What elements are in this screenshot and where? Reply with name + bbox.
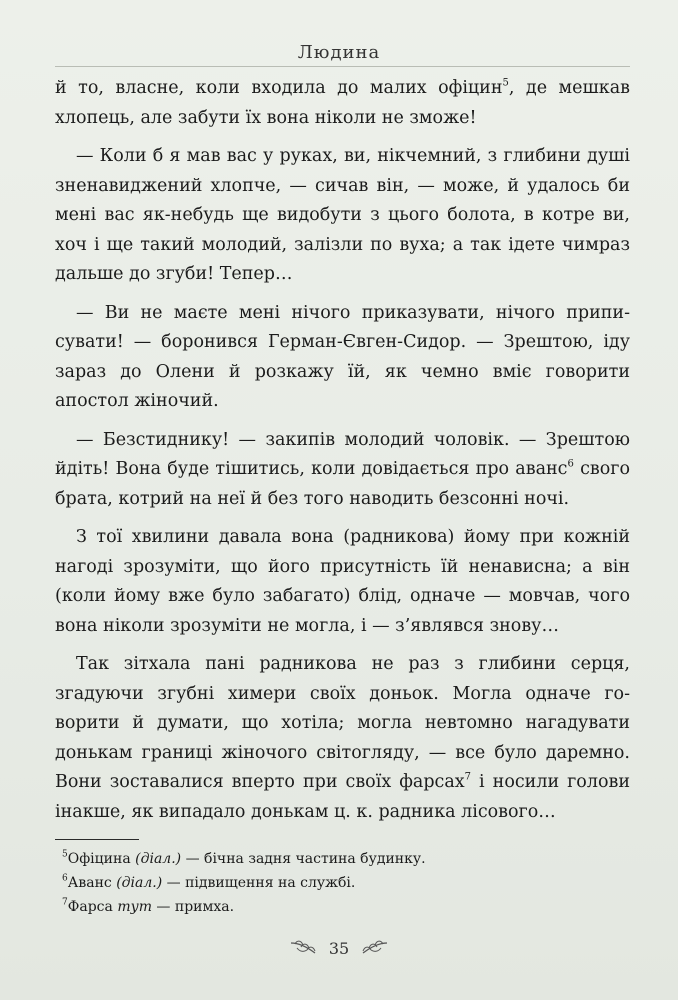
- footnote-term: Офіцина: [67, 851, 131, 867]
- footnote-text: — бічна задня частина будинку.: [181, 851, 426, 867]
- paragraph: [55, 74, 630, 133]
- footnote-number: 5: [62, 849, 68, 860]
- paragraph-text: й то, власне, коли входила до малих офіцин: [55, 78, 503, 98]
- footnote-rule: [55, 839, 139, 840]
- paragraph: [55, 299, 630, 417]
- paragraph: [55, 142, 630, 290]
- footnote-note: (діал.): [135, 851, 182, 867]
- paragraph: [55, 650, 630, 827]
- footnote: [62, 847, 622, 871]
- footnote-number: 6: [62, 873, 68, 884]
- paragraph-text: — Ви не маєте мені нічого приказувати, нічого приписувати! — боронився Герман-Євген-Сидор. — Зрештою, іду зараз до Олени й розкажу їй, як чемно вміє говорити апостол жіночий.: [55, 302, 630, 411]
- paragraph-text: і носили голови інакше, як випадало донькам ц. к. радника лісового…: [55, 772, 631, 822]
- paragraph-text: , де мешкав хлопець, але забути їх вона ніколи не зможе!: [55, 78, 631, 128]
- paragraph: [55, 523, 630, 641]
- paragraph-text: — Коли б я мав вас у руках, ви, нікчемний, з глибини душі зненавиджений хлопче, — сичав він, — може, й удалось би мені вас як-небудь ще видобути з цього болота, в котре ви, хоч і ще такий молодий, залізли по вуха; а так ідете чимраз дальше до згуби! Тепер…: [55, 146, 630, 284]
- leaf-ornament-icon: [289, 938, 323, 958]
- footnote-marker: 6: [567, 458, 574, 470]
- page-footer: [0, 936, 678, 960]
- leaf-ornament-icon: [355, 938, 389, 958]
- paragraph-text: — Безстиднику! — закипів молодий чоловік. — Зрештою йдіть! Вона буде тішитись, коли довідається про аванс: [55, 429, 630, 479]
- footnote: [62, 895, 622, 919]
- footnote: [62, 871, 622, 895]
- footnote-marker: 7: [464, 771, 472, 783]
- footnote-note: (діал.): [116, 875, 163, 891]
- footnote-text: — підвищення на службі.: [162, 875, 356, 891]
- footnote-number: 7: [62, 897, 68, 908]
- footnote-text: — примха.: [151, 899, 235, 915]
- paragraph-text: Так зітхала пані радникова не раз з глибини серця, згадуючи згубні химери своїх доньок. Могла одначе говорити й думати, що хотіла; могла невтомно нагадувати донькам границі жіночого світогляду, — все було даремно. Вони зоставалися вперто при своїх фарсах: [55, 654, 630, 792]
- page-number: 35: [328, 938, 350, 958]
- paragraph: [55, 426, 630, 515]
- footnotes: [62, 847, 622, 919]
- paragraph-text: свого брата, котрий на неї й без того наводить безсонні ночі.: [55, 459, 630, 509]
- footnote-note: тут: [117, 899, 152, 915]
- footnote-term: Аванс: [67, 875, 112, 891]
- header-rule: [55, 66, 630, 67]
- footnote-term: Фарса: [67, 899, 113, 915]
- running-title: Людина: [297, 42, 381, 63]
- paragraph-text: З тої хвилини давала вона (радникова) йому при кожній нагоді зрозуміти, що його присутність їй ненависна; а він (коли йому вже було забагато) блід, одначе — мовчав, чого вона ніколи зрозуміти не могла, і — з’являвся знову…: [55, 527, 630, 636]
- body-text: [55, 74, 630, 827]
- footnote-marker: 5: [502, 77, 509, 89]
